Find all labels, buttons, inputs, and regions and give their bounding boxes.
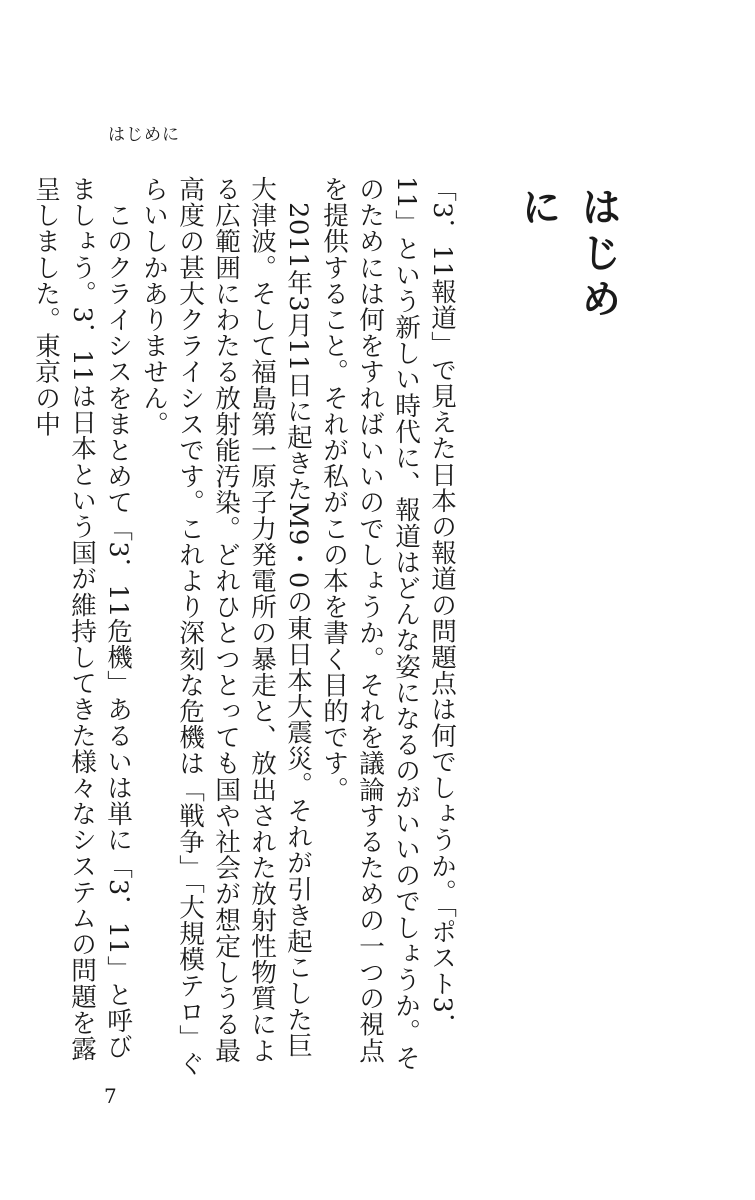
- page-number: 7: [104, 1084, 117, 1108]
- paragraph-3: このクライシスをまとめて「3．11危機」あるいは単に「3．11」と呼びましょう。3．11は日本という国が維持してきた様々なシステムの問題を露呈しました。東京の中: [31, 176, 133, 1062]
- running-head: はじめに: [108, 125, 180, 145]
- chapter-title: はじめに: [515, 186, 621, 324]
- paragraph-1: 「3．11報道」で見えた日本の報道の問題点は何でしょうか。「ポスト3．11」という新しい時代に、報道はどんな姿になるのがいいのでしょうか。そのためには何をすればいいのでしょうか。それを議論するための一つの視点を提供すること。それが私がこの本を書く目的です。: [319, 176, 457, 1071]
- body-text: [31, 176, 460, 1084]
- paragraph-2: 2011年3月11日に起きたM9・0の東日本大震災。それが引き起こした巨大津波。そして福島第一原子力発電所の暴走と、放出された放射性物質による広範囲にわたる放射能汚染。どれひとつとっても国や社会が想定しうる最高度の甚大クライシスです。これより深刻な危機は「戦争」「大規模テロ」ぐらいしかありません。: [139, 176, 313, 1077]
